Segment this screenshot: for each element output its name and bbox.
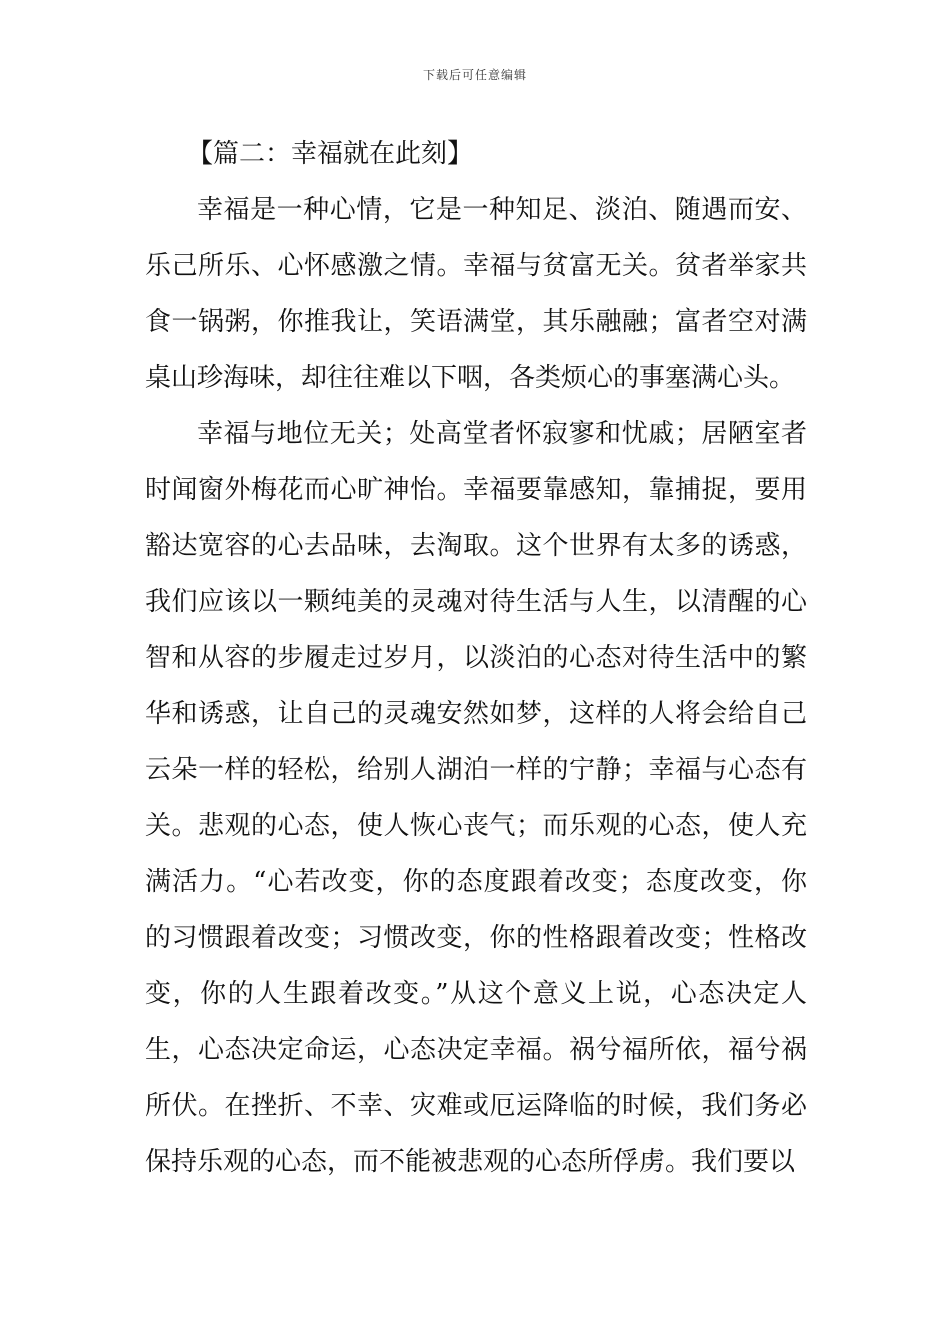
- header-note: 下载后可任意编辑: [422, 68, 527, 82]
- document-body: [145, 126, 807, 1190]
- paragraph-2: 幸福与地位无关；处高堂者怀寂寥和忧戚；居陋室者时闻窗外梅花而心旷神怡。幸福要靠感知，靠捕捉，要用豁达宽容的心去品味，去淘取。这个世界有太多的诱惑，我们应该以一颗纯美的灵魂对待生活与人生，以清醒的心智和从容的步履走过岁月，以淡泊的心态对待生活中的繁华和诱惑，让自己的灵魂安然如梦，这样的人将会给自己云朵一样的轻松，给别人湖泊一样的宁静；幸福与心态有关。悲观的心态，使人恢心丧气；而乐观的心态，使人充满活力。“心若改变，你的态度跟着改变；态度改变，你的习惯跟着改变；习惯改变，你的性格跟着改变；性格改变，你的人生跟着改变。”从这个意义上说，心态决定人生，心态决定命运，心态决定幸福。祸兮福所依，福兮祸所伏。在挫折、不幸、灾难或厄运降临的时候，我们务必保持乐观的心态，而不能被悲观的心态所俘虏。我们要以: [145, 419, 807, 1177]
- section-title: 【篇二：幸福就在此刻】: [187, 139, 474, 169]
- paragraph-1: 幸福是一种心情，它是一种知足、淡泊、随遇而安、乐己所乐、心怀感激之情。幸福与贫富无关。贫者举家共食一锅粥，你推我让，笑语满堂，其乐融融；富者空对满桌山珍海味，却往往难以下咽，各类烦心的事塞满心头。: [145, 195, 807, 393]
